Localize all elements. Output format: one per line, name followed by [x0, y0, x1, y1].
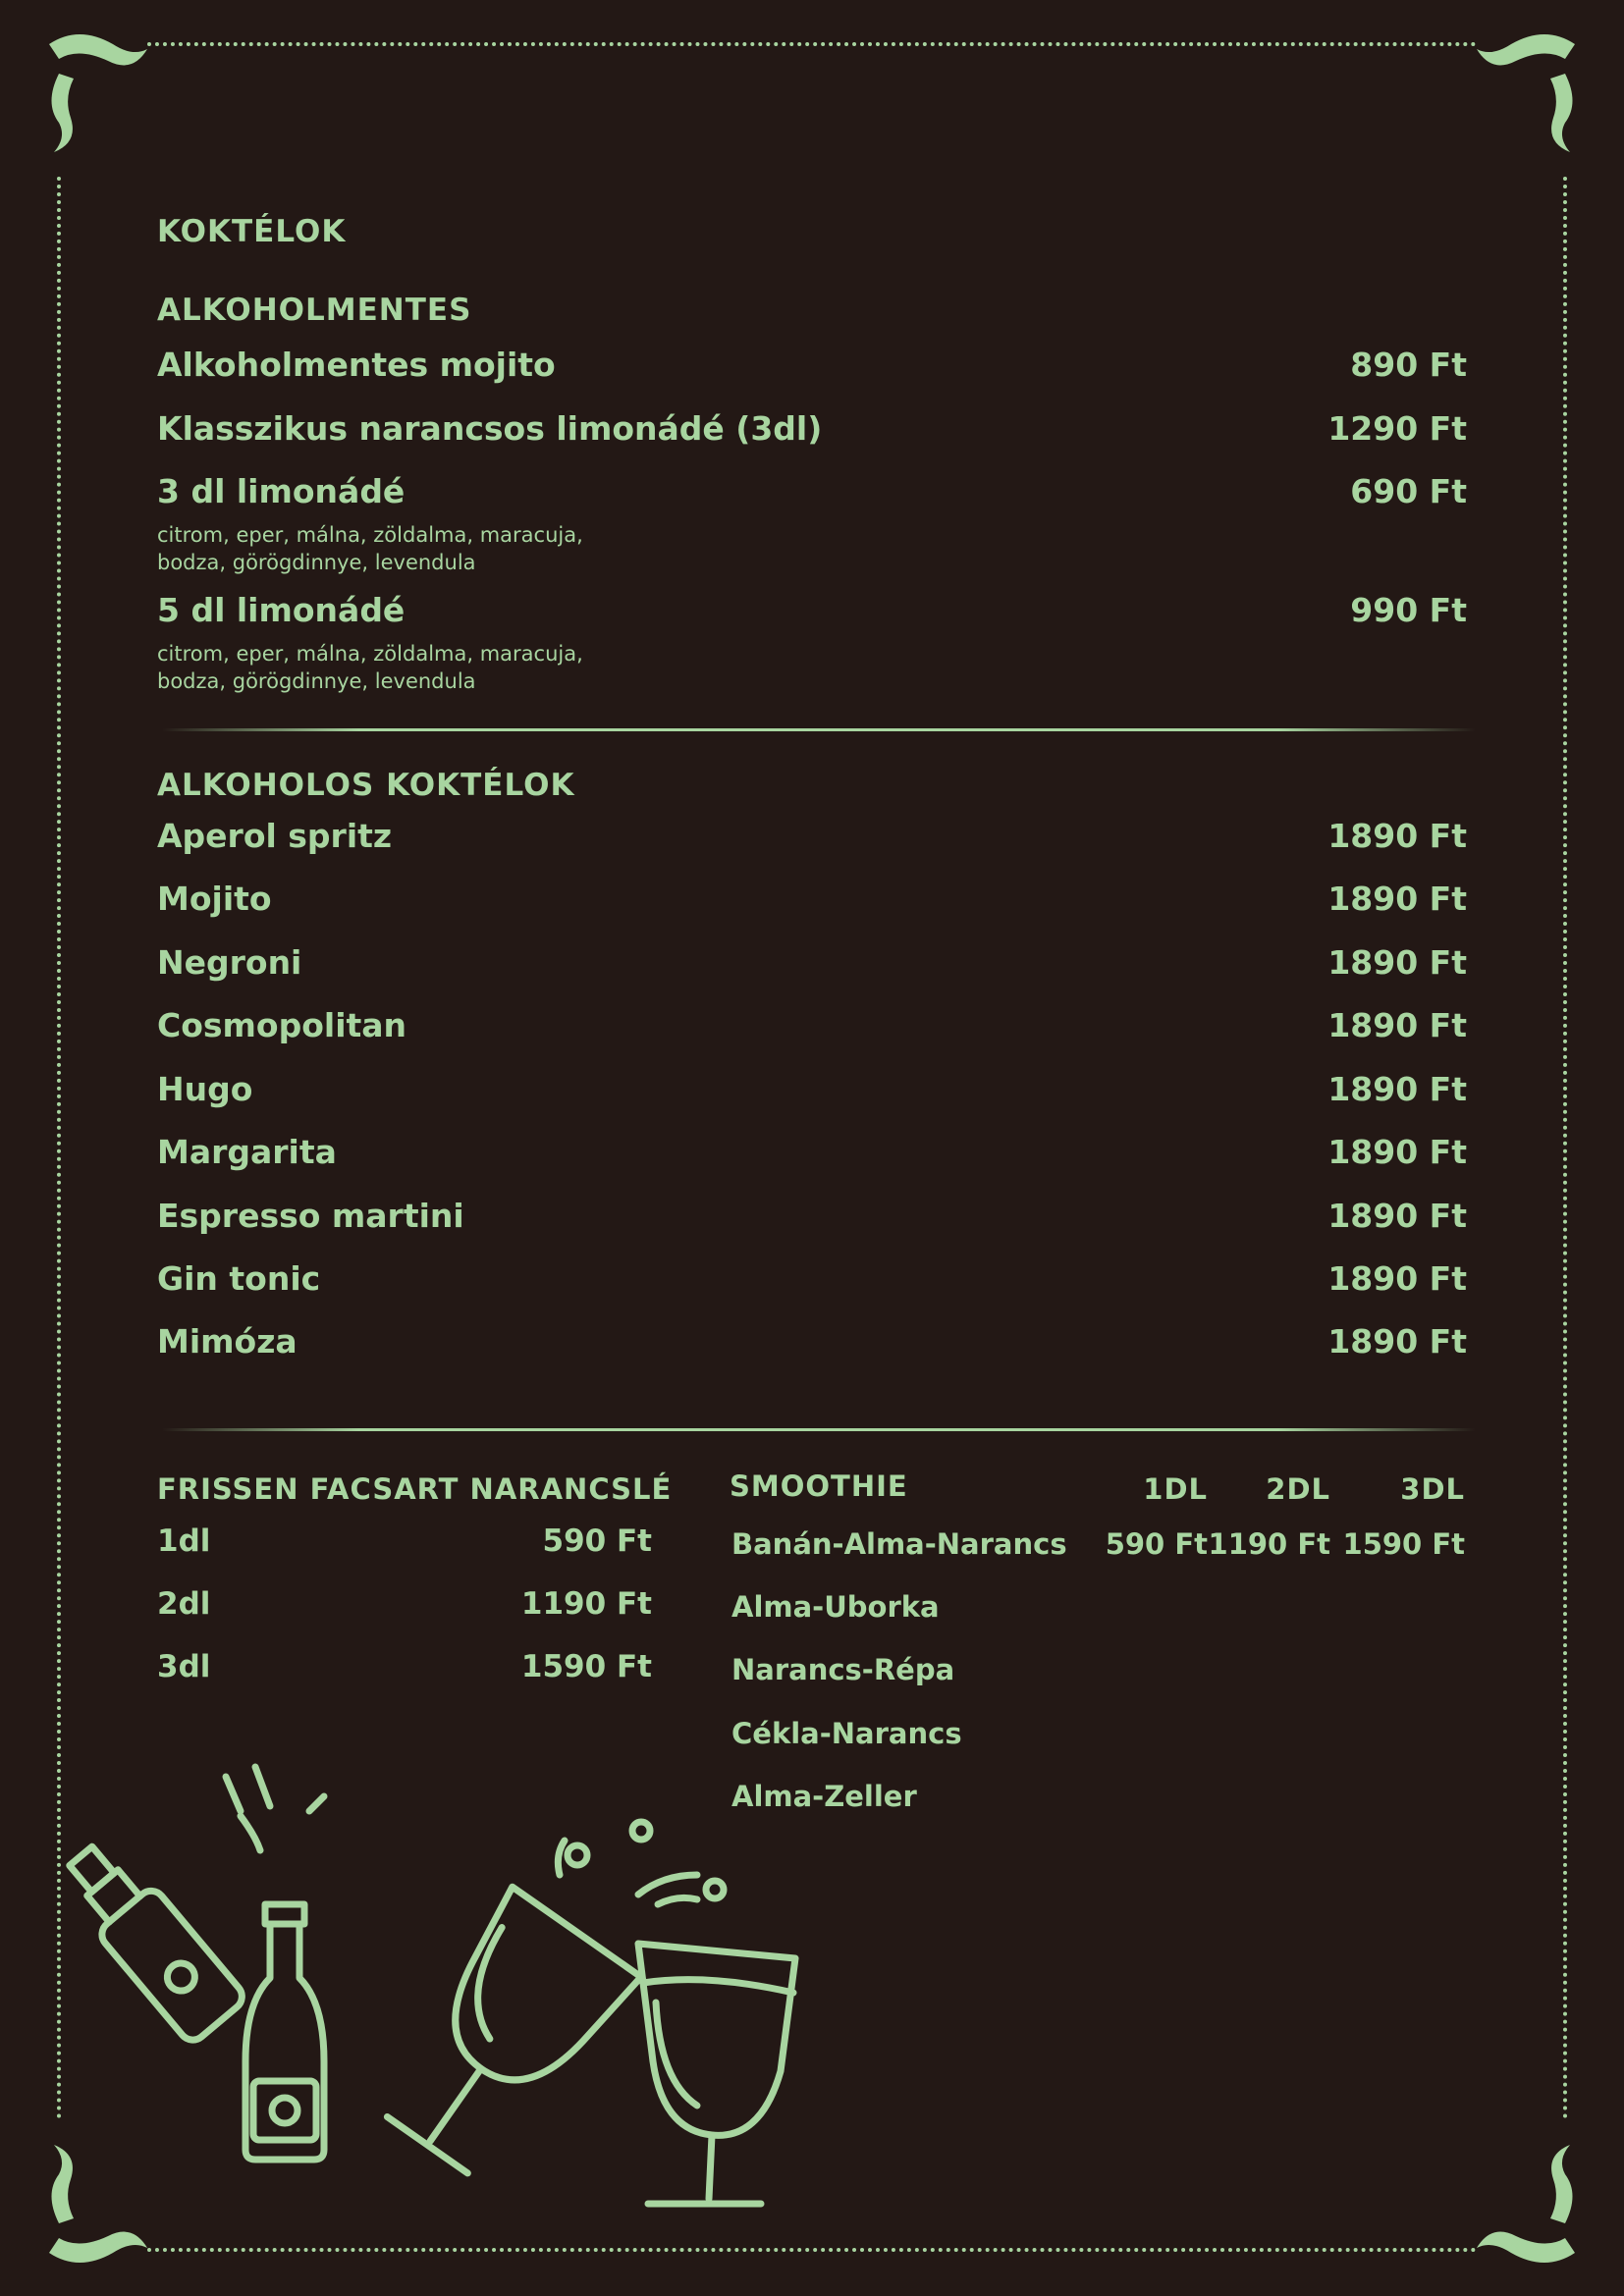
- top-border: [147, 42, 1477, 46]
- item-name: Alkoholmentes mojito: [157, 346, 556, 384]
- smoothie-name: Alma-Zeller: [731, 1780, 917, 1813]
- item-price: 1890 Ft: [1327, 1133, 1467, 1171]
- juice-size: 1dl: [157, 1523, 211, 1559]
- item-price: 690 Ft: [1350, 472, 1467, 510]
- item-name: Espresso martini: [157, 1197, 464, 1235]
- section-heading-smoothie: SMOOTHIE: [730, 1469, 908, 1503]
- item-price: 1290 Ft: [1327, 409, 1467, 448]
- section-divider: [162, 728, 1476, 731]
- menu-item: [157, 817, 1467, 860]
- size-header-1dl: 1DL: [1143, 1472, 1208, 1506]
- juice-row: [157, 1523, 652, 1567]
- item-name: Margarita: [157, 1133, 337, 1171]
- item-price: 1890 Ft: [1327, 1259, 1467, 1298]
- menu-item: [157, 472, 1467, 574]
- item-price: 1890 Ft: [1327, 880, 1467, 918]
- item-price: 990 Ft: [1350, 591, 1467, 629]
- item-name: Mojito: [157, 880, 272, 918]
- corner-flourish-bottom-right: [1467, 2140, 1585, 2277]
- menu-item: [157, 1259, 1467, 1303]
- bottle-icon: [59, 1833, 247, 2046]
- juice-row: [157, 1649, 652, 1692]
- bubble-icon: [558, 1822, 724, 1904]
- item-name: Aperol spritz: [157, 817, 393, 855]
- corner-flourish-top-left: [39, 20, 157, 157]
- smoothie-name: Alma-Uborka: [731, 1590, 940, 1624]
- juice-price: 1190 Ft: [520, 1586, 652, 1622]
- smoothie-name: Narancs-Répa: [731, 1653, 955, 1686]
- item-name: Mimóza: [157, 1322, 298, 1361]
- item-price: 1890 Ft: [1327, 817, 1467, 855]
- smoothie-price-1dl: 590 Ft: [1105, 1527, 1208, 1561]
- smoothie-price-3dl: 1590 Ft: [1342, 1527, 1465, 1561]
- item-name: 5 dl limonádé: [157, 591, 406, 629]
- menu-item: [157, 880, 1467, 923]
- menu-item: [157, 591, 1467, 693]
- item-name: Gin tonic: [157, 1259, 321, 1298]
- item-name: Negroni: [157, 943, 302, 982]
- item-name: Cosmopolitan: [157, 1006, 407, 1044]
- menu-item: [157, 409, 1467, 453]
- item-price: 1890 Ft: [1327, 1070, 1467, 1108]
- menu-item: [157, 943, 1467, 987]
- menu-item: [157, 1197, 1467, 1240]
- juice-row: [157, 1586, 652, 1629]
- menu-item: [157, 346, 1467, 389]
- juice-price: 1590 Ft: [520, 1649, 652, 1684]
- item-name: Hugo: [157, 1070, 253, 1108]
- section-heading-alkoholmentes: ALKOHOLMENTES: [157, 293, 472, 328]
- wine-glass-icon: [363, 1887, 641, 2190]
- size-header-3dl: 3DL: [1400, 1472, 1465, 1506]
- item-name: 3 dl limonádé: [157, 472, 406, 510]
- section-heading-alkoholos: ALKOHOLOS KOKTÉLOK: [157, 768, 575, 803]
- juice-size: 3dl: [157, 1649, 211, 1684]
- menu-item: [157, 1322, 1467, 1365]
- smoothie-name: Banán-Alma-Narancs: [731, 1527, 1067, 1561]
- smoothie-price-2dl: 1190 Ft: [1208, 1527, 1330, 1561]
- section-heading-narancsle: FRISSEN FACSART NARANCSLÉ: [157, 1472, 673, 1506]
- smoothie-name: Cékla-Narancs: [731, 1717, 962, 1750]
- pop-lines-icon: [226, 1767, 324, 1850]
- item-price: 1890 Ft: [1327, 943, 1467, 982]
- item-price: 1890 Ft: [1327, 1322, 1467, 1361]
- page-title: KOKTÉLOK: [157, 214, 347, 249]
- wine-glass-icon: [638, 1944, 795, 2204]
- drinks-illustration: [59, 1757, 825, 2218]
- right-border: [1563, 177, 1567, 2120]
- menu-item: [157, 1133, 1467, 1176]
- bottle-icon: [245, 1904, 324, 2160]
- bottom-border: [147, 2248, 1477, 2252]
- item-price: 1890 Ft: [1327, 1197, 1467, 1235]
- menu-item: [157, 1070, 1467, 1113]
- item-description: citrom, eper, málna, zöldalma, maracuja, bodza, görögdinnye, levendula: [157, 642, 583, 693]
- item-price: 1890 Ft: [1327, 1006, 1467, 1044]
- juice-size: 2dl: [157, 1586, 211, 1622]
- item-description: citrom, eper, málna, zöldalma, maracuja, bodza, görögdinnye, levendula: [157, 523, 583, 574]
- corner-flourish-top-right: [1467, 20, 1585, 157]
- size-header-2dl: 2DL: [1266, 1472, 1330, 1506]
- item-price: 890 Ft: [1350, 346, 1467, 384]
- item-name: Klasszikus narancsos limonádé (3dl): [157, 409, 823, 448]
- menu-item: [157, 1006, 1467, 1049]
- juice-price: 590 Ft: [542, 1523, 652, 1559]
- section-divider: [162, 1428, 1476, 1431]
